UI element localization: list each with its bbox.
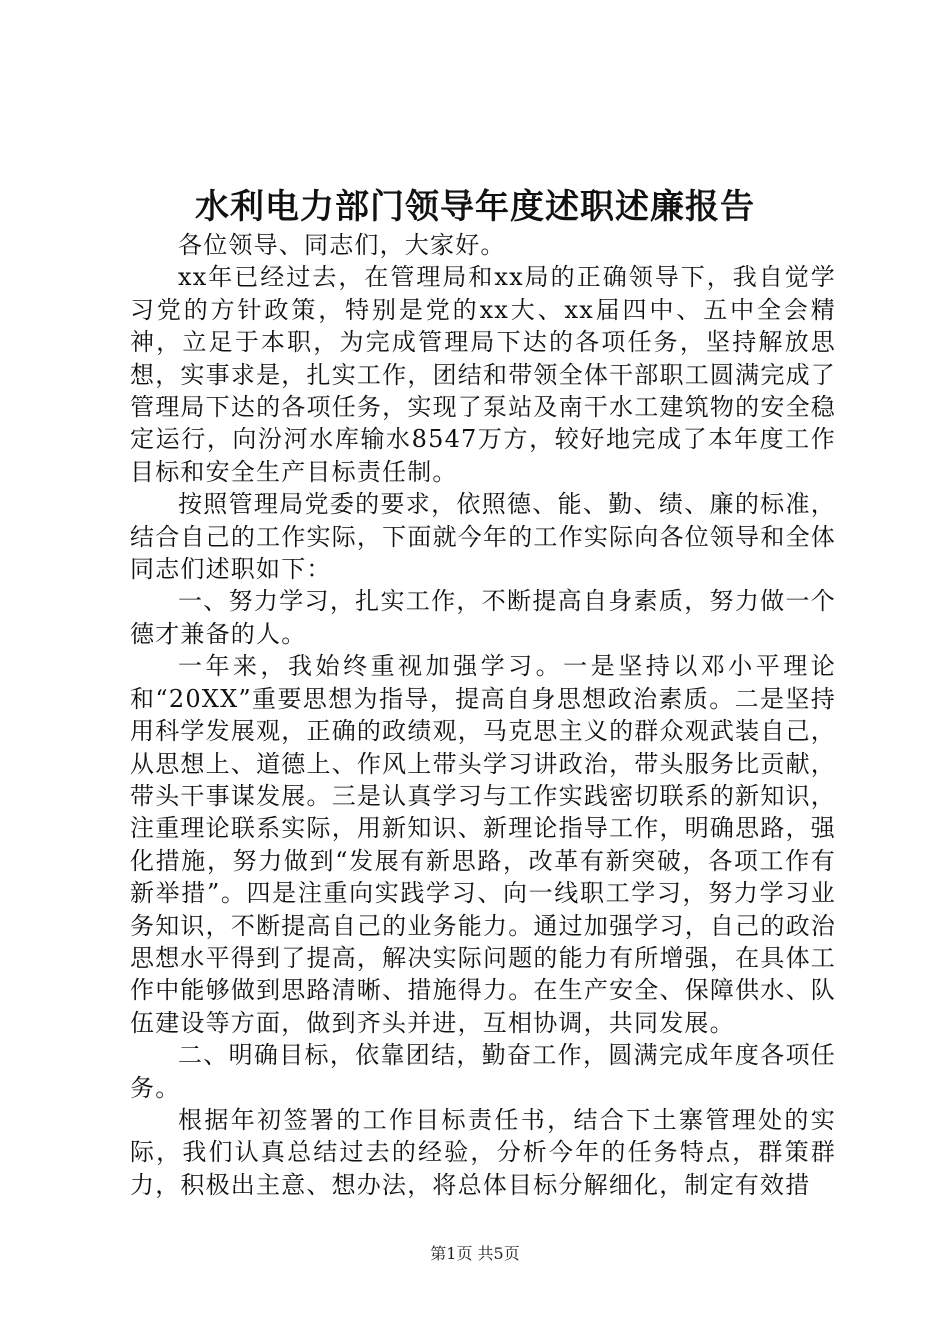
paragraph-goals: 根据年初签署的工作目标责任书，结合下土寨管理处的实际，我们认真总结过去的经验，分析今年的任务特点，群策群力，积极出主意、想办法，将总体目标分解细化，制定有效措	[130, 1105, 836, 1199]
section-heading-2: 二、明确目标，依靠团结，勤奋工作，圆满完成年度各项任务。	[130, 1041, 836, 1102]
page-footer: 第1页 共5页	[430, 1244, 520, 1263]
paragraph-summary: xx年已经过去，在管理局和xx局的正确领导下，我自觉学习党的方针政策，特别是党的xx大、xx届四中、五中全会精神，立足于本职，为完成管理局下达的各项任务，坚持解放思想，实事求是，扎实工作，团结和带领全体干部职工圆满完成了管理局下达的各项任务，实现了泵站及南干水工建筑物的安全稳定运行，向汾河水库输水8547万方，较好地完成了本年度工作目标和安全生产目标责任制。	[130, 263, 836, 486]
document-title: 水利电力部门领导年度述职述廉报告	[195, 187, 755, 227]
paragraph-study: 一年来，我始终重视加强学习。一是坚持以邓小平理论和“20XX”重要思想为指导，提高自身思想政治素质。二是坚持用科学发展观，正确的政绩观，马克思主义的群众观武装自己，从思想上、道德上、作风上带头学习讲政治，带头服务比贡献，带头干事谋发展。三是认真学习与工作实践密切联系的新知识，注重理论联系实际，用新知识、新理论指导工作，明确思路，强化措施，努力做到“发展有新思路，改革有新突破，各项工作有新举措”。四是注重向实践学习、向一线职工学习，努力学习业务知识，不断提高自己的业务能力。通过加强学习，自己的政治思想水平得到了提高，解决实际问题的能力有所增强，在具体工作中能够做到思路清晰、措施得力。在生产安全、保障供水、队伍建设等方面，做到齐头并进，互相协调，共同发展。	[130, 652, 836, 1037]
section-heading-1: 一、努力学习，扎实工作，不断提高自身素质，努力做一个德才兼备的人。	[130, 587, 836, 648]
paragraph-intro: 按照管理局党委的要求，依照德、能、勤、绩、廉的标准，结合自己的工作实际，下面就今年的工作实际向各位领导和全体同志们述职如下：	[130, 490, 836, 584]
paragraph-greeting: 各位领导、同志们，大家好。	[178, 231, 506, 259]
document-body	[130, 229, 836, 1201]
